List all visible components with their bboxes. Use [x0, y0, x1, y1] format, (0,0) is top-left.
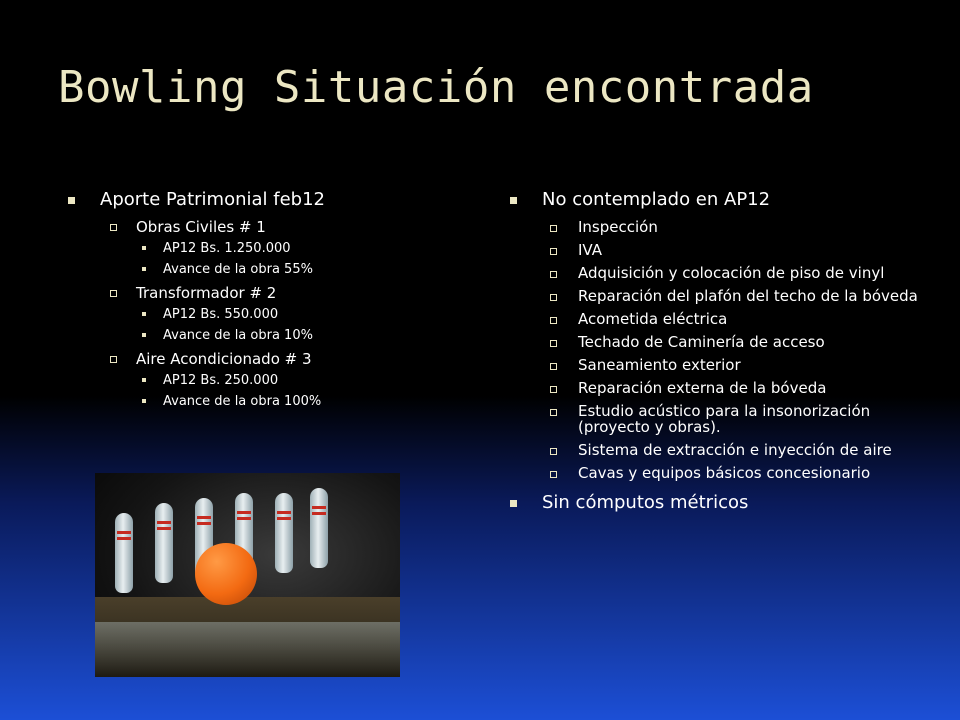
group-item: AP12 Bs. 550.000: [66, 306, 426, 323]
list-item: Saneamiento exterior: [508, 357, 918, 373]
list-item: Acometida eléctrica: [508, 311, 918, 327]
list-item: Reparación del plafón del techo de la bóveda: [508, 288, 918, 304]
group-label: Obras Civiles # 1: [66, 218, 426, 236]
pin-icon: [115, 513, 133, 593]
group-item: AP12 Bs. 250.000: [66, 372, 426, 389]
right-footer: Sin cómputos métricos: [508, 491, 918, 515]
slide-title: Bowling Situación encontrada: [58, 62, 814, 113]
pin-icon: [275, 493, 293, 573]
group-item: AP12 Bs. 1.250.000: [66, 240, 426, 257]
left-column: [66, 188, 426, 410]
pin-icon: [310, 488, 328, 568]
bowling-ball-icon: [195, 543, 257, 605]
bowling-photo: [95, 473, 400, 677]
list-item: Inspección: [508, 219, 918, 235]
group-item: Avance de la obra 55%: [66, 261, 426, 278]
list-item: Adquisición y colocación de piso de vinyl: [508, 265, 918, 281]
list-item: Reparación externa de la bóveda: [508, 380, 918, 396]
pin-icon: [155, 503, 173, 583]
group-label: Transformador # 2: [66, 284, 426, 302]
list-item: Estudio acústico para la insonorización (proyecto y obras).: [508, 403, 918, 435]
list-item: Sistema de extracción e inyección de aire: [508, 442, 918, 458]
right-heading: No contemplado en AP12: [508, 188, 918, 212]
group-item: Avance de la obra 100%: [66, 393, 426, 410]
right-column: [508, 188, 918, 515]
list-item: Cavas y equipos básicos concesionario: [508, 465, 918, 481]
left-heading: Aporte Patrimonial feb12: [66, 188, 426, 212]
list-item: Techado de Caminería de acceso: [508, 334, 918, 350]
list-item: IVA: [508, 242, 918, 258]
group-label: Aire Acondicionado # 3: [66, 350, 426, 368]
lane-reflection: [95, 622, 400, 677]
group-item: Avance de la obra 10%: [66, 327, 426, 344]
